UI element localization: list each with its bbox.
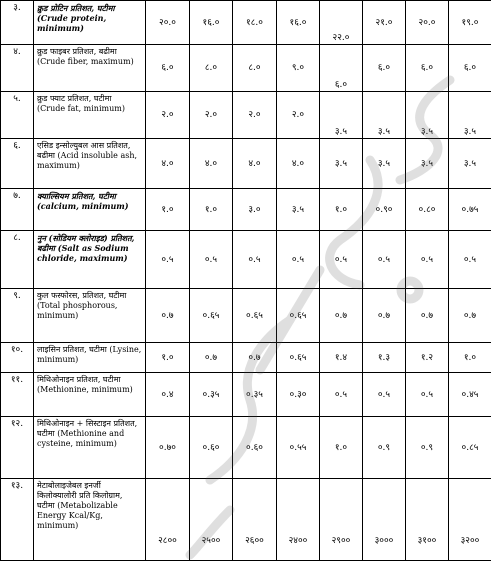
table-row bbox=[1, 417, 491, 479]
value-cell: ०.९ bbox=[406, 417, 449, 479]
value-cell: ०.५ bbox=[320, 373, 363, 417]
value-cell: ०.४५ bbox=[449, 373, 491, 417]
value-cell: ४.० bbox=[146, 139, 190, 189]
table-row bbox=[1, 1, 491, 45]
row-number: १०. bbox=[1, 343, 34, 373]
parameter-description: क्रुड फाइबर प्रतिशत, बढीमा (Crude fiber, maximum) bbox=[34, 45, 146, 92]
parameter-description: क्याल्सियम प्रतिशत, घटीमा (calcium, minimum) bbox=[34, 189, 146, 231]
parameter-description: मेटाबोलाइजेबल इनर्जी किलोक्यालोरी प्रति किलोग्राम, घटीमा (Metabolizable Energy Kcal/Kg, minimum) bbox=[34, 479, 146, 561]
table-row bbox=[1, 373, 491, 417]
value-cell: ०.८५ bbox=[449, 417, 491, 479]
value-cell: ०.४ bbox=[146, 373, 190, 417]
value-cell: ०.७ bbox=[406, 289, 449, 343]
value-cell: ०.८० bbox=[406, 189, 449, 231]
table-row bbox=[1, 231, 491, 289]
row-number: ११. bbox=[1, 373, 34, 417]
value-cell: ०.५ bbox=[146, 231, 190, 289]
table-row bbox=[1, 189, 491, 231]
value-cell: ०.५ bbox=[363, 231, 406, 289]
value-cell: ०.३५ bbox=[190, 373, 233, 417]
value-cell: १.० bbox=[146, 343, 190, 373]
value-cell: ८.० bbox=[233, 45, 277, 92]
value-cell: ४.० bbox=[277, 139, 320, 189]
value-cell: १.० bbox=[320, 189, 363, 231]
value-cell: ६.० bbox=[146, 45, 190, 92]
value-cell: ०.५ bbox=[406, 373, 449, 417]
parameter-description: एसिड इन्सोल्युबल आस प्रतिशत, बढीमा (Acid insoluble ash, maximum) bbox=[34, 139, 146, 189]
row-number: ८. bbox=[1, 231, 34, 289]
value-cell: ०.६५ bbox=[190, 289, 233, 343]
parameter-description: क्रुड प्रोटिन प्रतिशत, घटीमा (Crude protein, minimum) bbox=[34, 1, 146, 45]
value-cell: ०.६० bbox=[190, 417, 233, 479]
value-cell: २८०० bbox=[146, 479, 190, 561]
row-number: ४. bbox=[1, 45, 34, 92]
table-row bbox=[1, 139, 491, 189]
table-row bbox=[1, 343, 491, 373]
value-cell: ०.५ bbox=[190, 231, 233, 289]
value-cell: ३.५ bbox=[406, 139, 449, 189]
value-cell: ३.० bbox=[233, 189, 277, 231]
value-cell: ३.५ bbox=[363, 139, 406, 189]
row-number: १३. bbox=[1, 479, 34, 561]
value-cell: ०.३५ bbox=[233, 373, 277, 417]
value-cell: २०.० bbox=[146, 1, 190, 45]
value-cell: ०.५ bbox=[406, 231, 449, 289]
value-cell: १.० bbox=[190, 189, 233, 231]
parameter-description: लाइसिन प्रतिशत, घटीमा (Lysine, minimum) bbox=[34, 343, 146, 373]
value-cell: ३.५ bbox=[277, 189, 320, 231]
table-row bbox=[1, 479, 491, 561]
value-cell: ०.९ bbox=[363, 417, 406, 479]
value-cell: ०.७५ bbox=[449, 189, 491, 231]
value-cell: ०.६५ bbox=[277, 343, 320, 373]
value-cell: ३.५ bbox=[449, 139, 491, 189]
row-number: ६. bbox=[1, 139, 34, 189]
value-cell: ९.० bbox=[277, 45, 320, 92]
value-cell: ०.५ bbox=[320, 231, 363, 289]
value-cell: १.२ bbox=[406, 343, 449, 373]
value-cell: २.० bbox=[146, 92, 190, 139]
value-cell: ४.० bbox=[233, 139, 277, 189]
row-number: ५. bbox=[1, 92, 34, 139]
value-cell: ०.३० bbox=[277, 373, 320, 417]
value-cell: ३.५ bbox=[320, 92, 363, 139]
row-number: ९. bbox=[1, 289, 34, 343]
value-cell: ०.५५ bbox=[277, 417, 320, 479]
row-number: ३. bbox=[1, 1, 34, 45]
value-cell: ३.५ bbox=[406, 92, 449, 139]
value-cell: १८.० bbox=[233, 1, 277, 45]
value-cell: १.० bbox=[146, 189, 190, 231]
value-cell: १.४ bbox=[320, 343, 363, 373]
value-cell: ६.० bbox=[449, 45, 491, 92]
value-cell: ०.५ bbox=[449, 231, 491, 289]
value-cell: १६.० bbox=[190, 1, 233, 45]
value-cell: ०.६० bbox=[233, 417, 277, 479]
value-cell: ३१०० bbox=[406, 479, 449, 561]
value-cell: ३.५ bbox=[449, 92, 491, 139]
value-cell: ०.७ bbox=[233, 343, 277, 373]
value-cell: ४.० bbox=[190, 139, 233, 189]
value-cell: ०.६५ bbox=[233, 289, 277, 343]
value-cell: २०.० bbox=[406, 1, 449, 45]
value-cell: २६०० bbox=[233, 479, 277, 561]
value-cell: २९०० bbox=[320, 479, 363, 561]
value-cell: ३.५ bbox=[320, 139, 363, 189]
value-cell: १.३ bbox=[363, 343, 406, 373]
row-number: १२. bbox=[1, 417, 34, 479]
value-cell: १६.० bbox=[277, 1, 320, 45]
value-cell: २.० bbox=[277, 92, 320, 139]
table-row bbox=[1, 289, 491, 343]
value-cell: ०.७० bbox=[146, 417, 190, 479]
value-cell: ०.५ bbox=[233, 231, 277, 289]
parameter-description: मिथिओनाइन प्रतिशत, घटीमा (Methionine, minimum) bbox=[34, 373, 146, 417]
value-cell: ०.६५ bbox=[277, 289, 320, 343]
table-row bbox=[1, 92, 491, 139]
value-cell: ३.५ bbox=[363, 92, 406, 139]
parameter-description: नुन (सोडियम क्लोराइड) प्रतिशत, बढीमा (Salt as Sodium chloride, maximum) bbox=[34, 231, 146, 289]
parameter-description: क्रुड फ्याट प्रतिशत, घटीमा (Crude fat, minimum) bbox=[34, 92, 146, 139]
value-cell: ०.७ bbox=[449, 289, 491, 343]
value-cell: ०.५ bbox=[363, 373, 406, 417]
value-cell: ६.० bbox=[320, 45, 363, 92]
value-cell: ०.७ bbox=[320, 289, 363, 343]
value-cell: २४०० bbox=[277, 479, 320, 561]
value-cell: २.० bbox=[233, 92, 277, 139]
value-cell: ०.५ bbox=[277, 231, 320, 289]
table-row bbox=[1, 45, 491, 92]
value-cell: ६.० bbox=[363, 45, 406, 92]
value-cell: १.० bbox=[320, 417, 363, 479]
value-cell: ०.७ bbox=[146, 289, 190, 343]
value-cell: २५०० bbox=[190, 479, 233, 561]
value-cell: २.० bbox=[190, 92, 233, 139]
value-cell: ०.९० bbox=[363, 189, 406, 231]
value-cell: ८.० bbox=[190, 45, 233, 92]
value-cell: २२.० bbox=[320, 1, 363, 45]
value-cell: ०.७ bbox=[190, 343, 233, 373]
parameter-description: कुल फस्फोरस, प्रतिशत, घटीमा (Total phosphorous, minimum) bbox=[34, 289, 146, 343]
value-cell: २१.० bbox=[363, 1, 406, 45]
value-cell: १९.० bbox=[449, 1, 491, 45]
value-cell: ०.७ bbox=[363, 289, 406, 343]
row-number: ७. bbox=[1, 189, 34, 231]
value-cell: ३००० bbox=[363, 479, 406, 561]
value-cell: ६.० bbox=[406, 45, 449, 92]
value-cell: १.० bbox=[449, 343, 491, 373]
value-cell: ३२०० bbox=[449, 479, 491, 561]
parameter-description: मिथिओनाइन + सिस्टाइन प्रतिशत, घटीमा (Methionine and cysteine, minimum) bbox=[34, 417, 146, 479]
